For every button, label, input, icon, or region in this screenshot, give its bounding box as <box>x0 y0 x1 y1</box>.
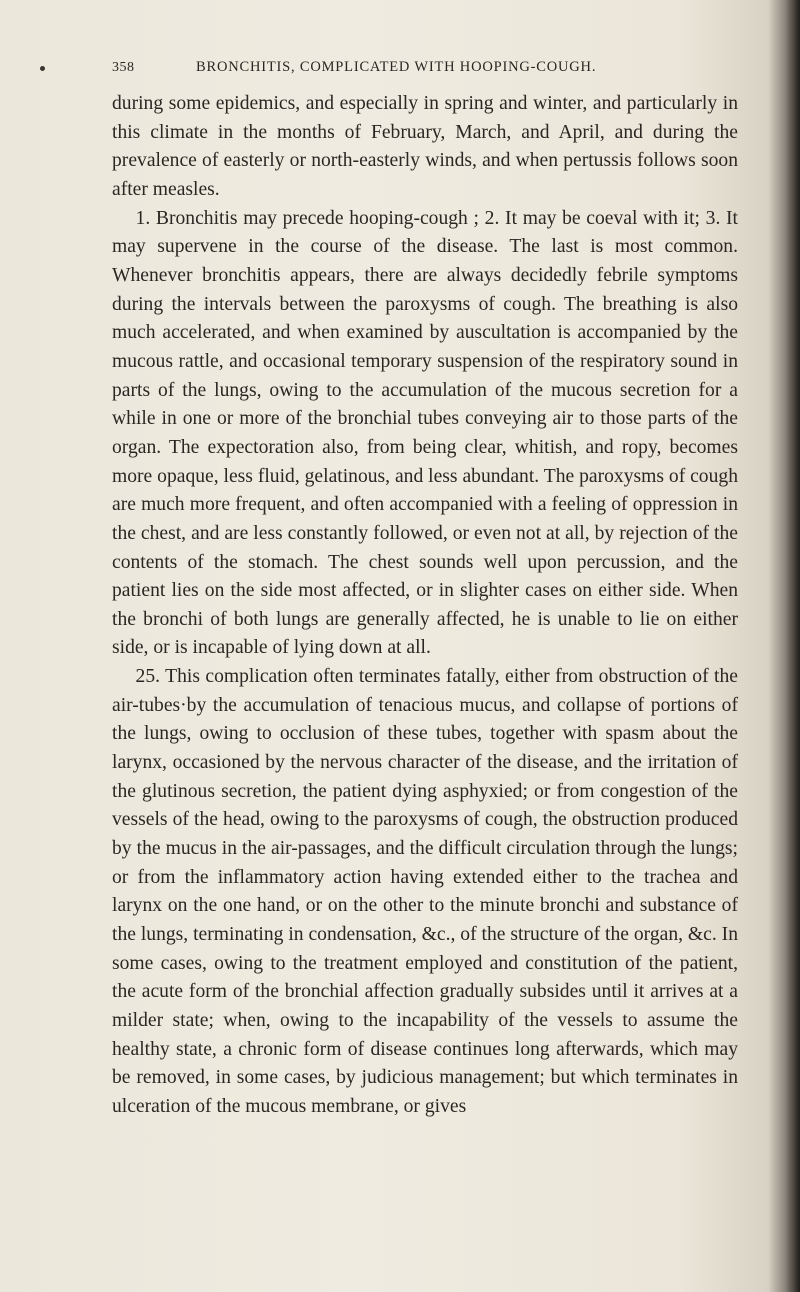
binding-edge <box>786 0 800 1292</box>
body-text <box>112 90 738 1122</box>
paragraph-continuation: during some epidemics, and especially in spring and winter, and particularly in this climate in the months of February, March, and April, and during the prevalence of easterly or north-easterly winds, and when pertussis follows soon after measles. <box>112 93 738 200</box>
page-header <box>112 54 732 80</box>
page-number: 358 <box>112 60 135 75</box>
paragraph-section-25: 25. This complication often terminates fatally, either from obstruction of the air-tubes·by the accumulation of tenacious mucus, and collapse of portions of the lungs, owing to occlusion of these tubes, together with spasm about the larynx, occasioned by the nervous character of the disease, and the irritation of the glutinous secretion, the patient dying asphyxied; or from congestion of the vessels of the head, owing to the paroxysms of cough, the obstruction produced by the mucus in the air-passages, and the difficult circulation through the lungs; or from the inflammatory action having extended either to the trachea and larynx on the one hand, or on the other to the minute bronchi and substance of the lungs, terminating in condensation, &c., of the structure of the organ, &c. In some cases, owing to the treatment employed and constitution of the patient, the acute form of the bronchial affection gradually subsides until it arrives at a milder state; when, owing to the incapability of the vessels to assume the healthy state, a chronic form of disease continues long afterwards, which may be removed, in some cases, by judicious management; but which terminates in ulceration of the mucous membrane, or gives <box>112 666 738 1117</box>
running-head: BRONCHITIS, COMPLICATED WITH HOOPING-COUGH. <box>196 59 597 75</box>
paragraph-complications: 1. Bronchitis may precede hooping-cough ; 2. It may be coeval with it; 3. It may supervene in the course of the disease. The last is most common. Whenever bronchitis appears, there are always decidedly febrile symptoms during the intervals between the paroxysms of cough. The breathing is also much accelerated, and when examined by auscultation is accompanied by the mucous rattle, and occasional temporary suspension of the respiratory sound in parts of the lungs, owing to the accumulation of the mucous secretion for a while in one or more of the bronchial tubes conveying air to those parts of the organ. The expectoration also, from being clear, whitish, and ropy, becomes more opaque, less fluid, gelatinous, and less abundant. The paroxysms of cough are much more frequent, and often accompanied with a feeling of oppression in the chest, and are less constantly followed, or even not at all, by rejection of the contents of the stomach. The chest sounds well upon percussion, and the patient lies on the side most affected, or in slighter cases on either side. When the bronchi of both lungs are generally affected, he is unable to lie on either side, or is incapable of lying down at all. <box>112 207 738 659</box>
margin-dot <box>40 66 45 71</box>
